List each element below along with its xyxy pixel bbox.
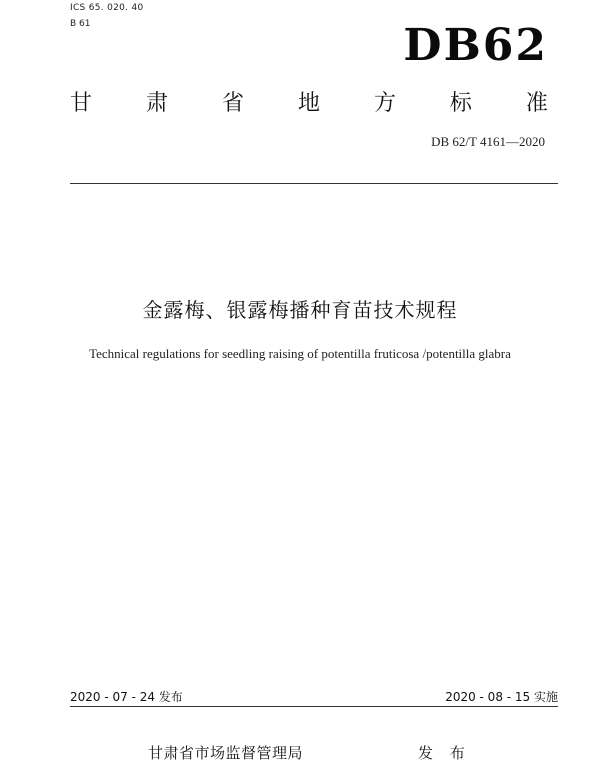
- header-divider: [70, 183, 558, 184]
- title-chinese: 金露梅、银露梅播种育苗技术规程: [142, 298, 458, 322]
- standard-type-char: 准: [525, 91, 548, 116]
- standard-type-char: 标: [449, 91, 472, 116]
- ccs-code: B 61: [70, 19, 91, 29]
- standard-number: DB 62/T 4161—2020: [431, 134, 545, 149]
- issue-date: 2020 - 07 - 24 发布: [70, 690, 183, 704]
- issue-label: 发 布: [418, 744, 471, 762]
- footer-divider: [70, 706, 558, 707]
- standard-type-char: 省: [221, 91, 244, 116]
- implementation-date: 2020 - 08 - 15 实施: [445, 690, 558, 704]
- standard-type-char: 甘: [70, 91, 93, 116]
- standard-type-char: 地: [297, 91, 320, 116]
- title-english: Technical regulations for seedling raising of potentilla fruticosa /potentilla glabra: [89, 346, 511, 361]
- ics-code: ICS 65. 020. 40: [70, 3, 144, 13]
- standard-code: DB62: [403, 20, 548, 71]
- standard-type-char: 方: [373, 91, 396, 116]
- standard-type-heading: [70, 86, 548, 117]
- standard-type-char: 肃: [145, 91, 168, 116]
- issuing-authority: 甘肃省市场监督管理局: [148, 744, 304, 762]
